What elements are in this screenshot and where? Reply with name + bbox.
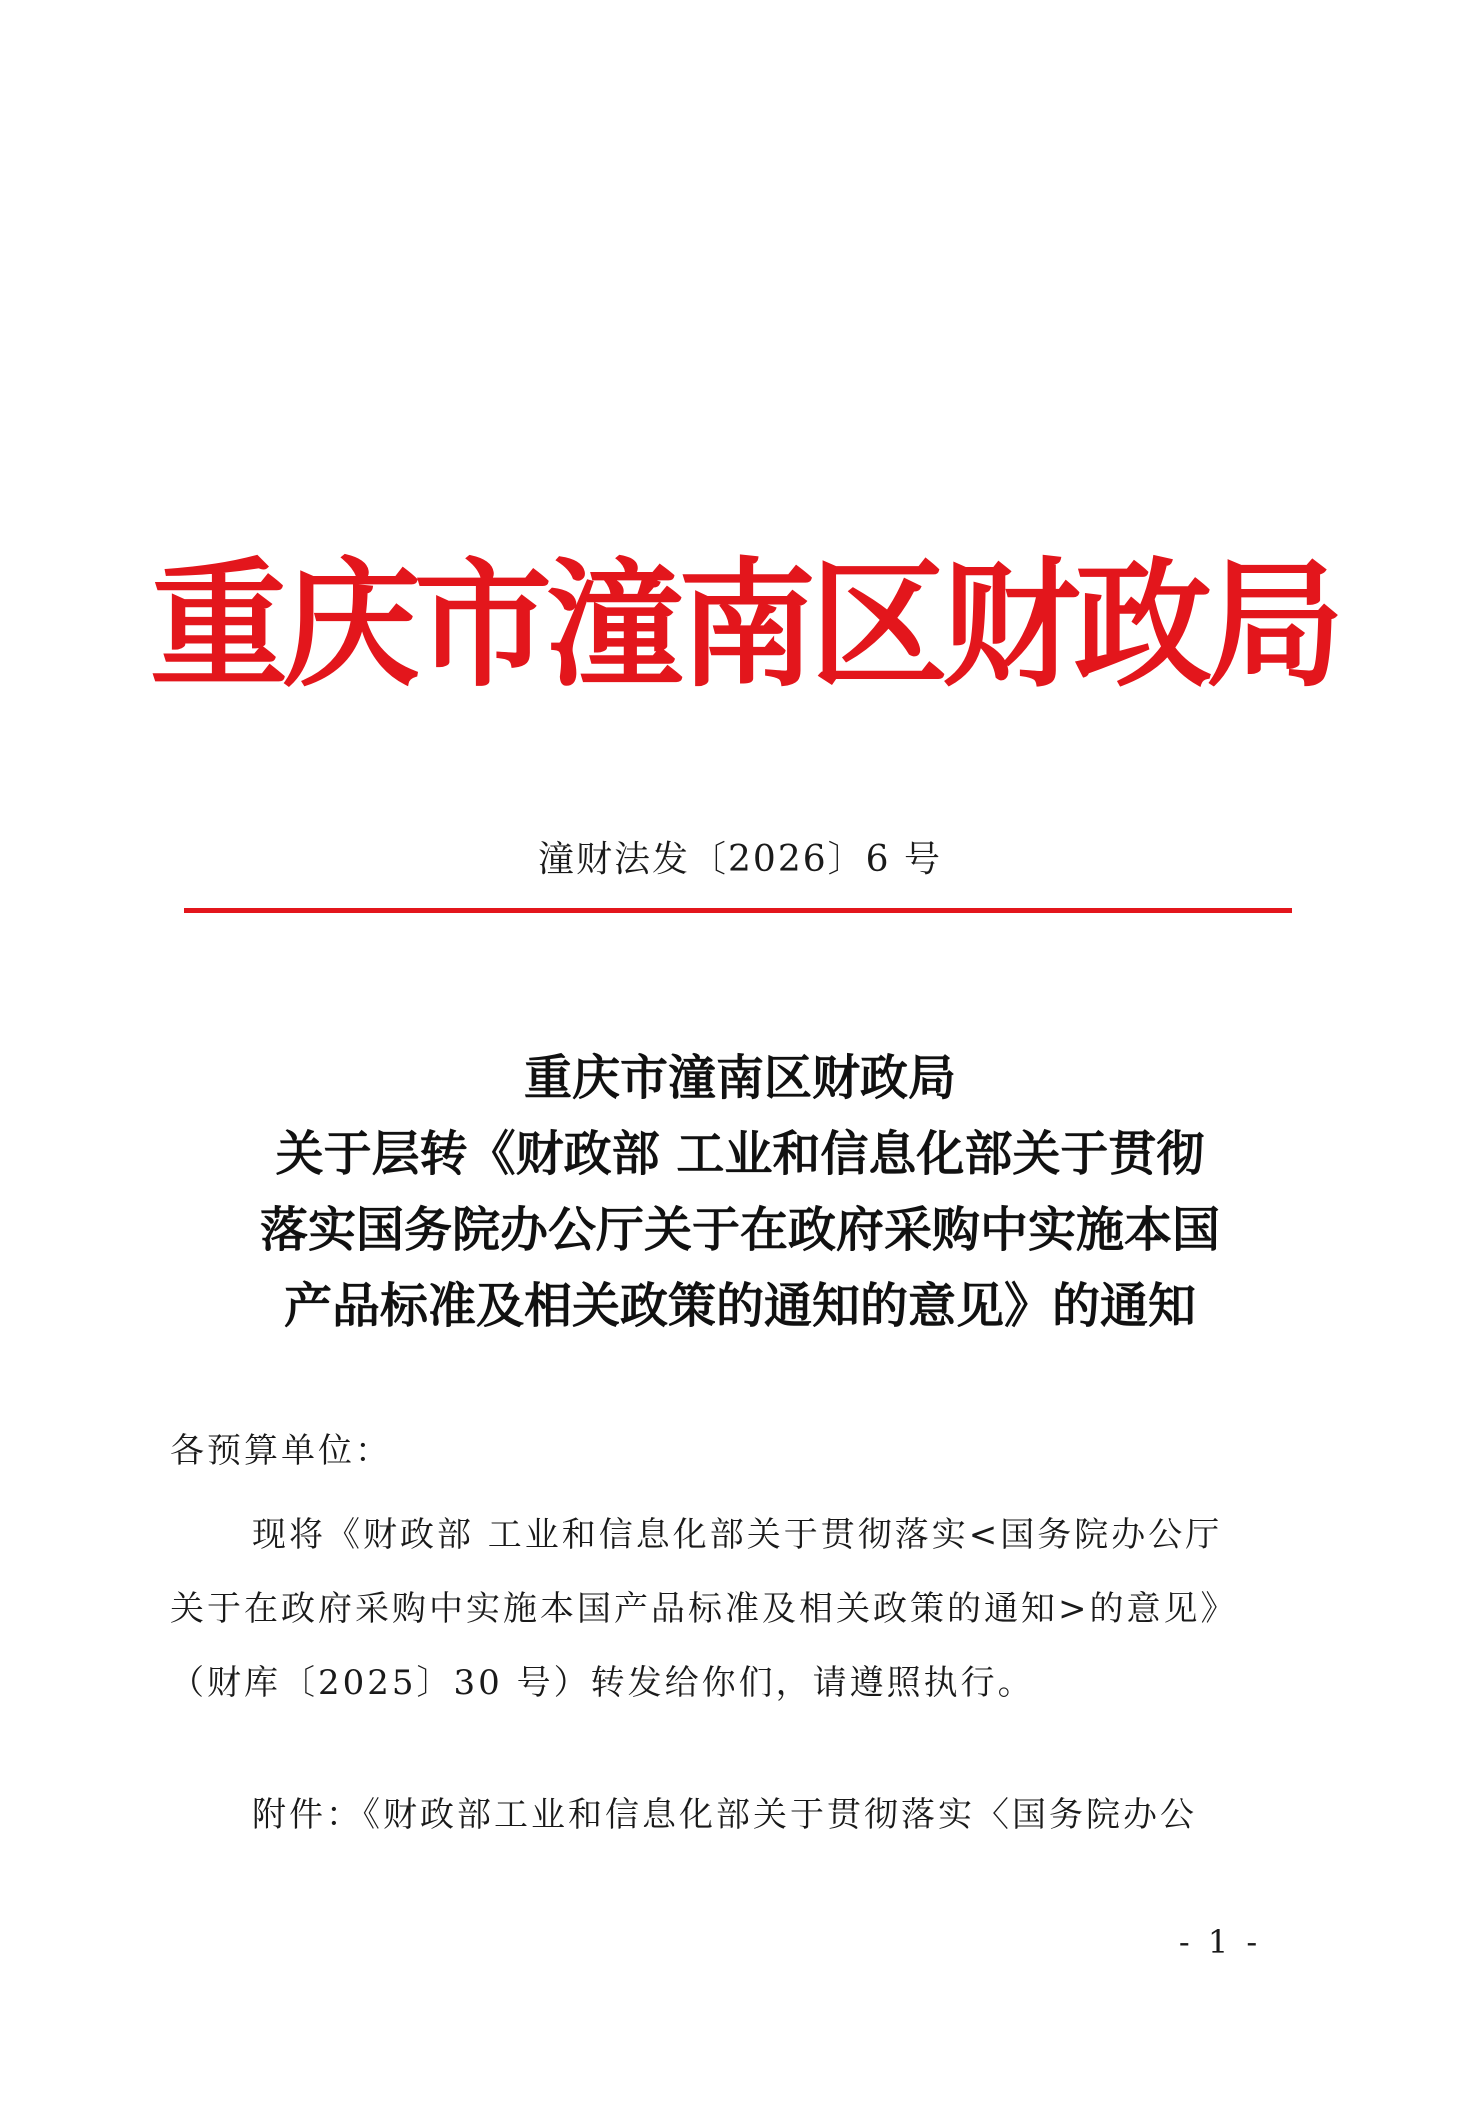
attachment-note: 附件：《财政部工业和信息化部关于贯彻落实〈国务院办公 — [252, 1795, 1197, 1835]
red-separator-line — [184, 908, 1292, 913]
document-title — [140, 1040, 1340, 1344]
paragraph-line: 关于在政府采购中实施本国产品标准及相关政策的通知>的意见》 — [170, 1589, 1238, 1629]
title-line: 关于层转《财政部 工业和信息化部关于贯彻 — [275, 1126, 1205, 1182]
title-line: 落实国务院办公厅关于在政府采购中实施本国 — [259, 1202, 1220, 1258]
document-number: 潼财法发〔2026〕6 号 — [538, 839, 942, 880]
page-number: - 1 - — [1178, 1923, 1262, 1961]
title-line: 产品标准及相关政策的通知的意见》的通知 — [283, 1278, 1196, 1334]
salutation: 各预算单位： — [170, 1431, 392, 1471]
body-paragraph — [170, 1498, 1310, 1720]
issuer-red-header: 重庆市潼南区财政局 — [150, 543, 1339, 706]
title-line: 重庆市潼南区财政局 — [523, 1050, 956, 1106]
paragraph-line: 现将《财政部 工业和信息化部关于贯彻落实<国务院办公厅 — [252, 1515, 1223, 1555]
paragraph-line: （财库〔2025〕30 号）转发给你们，请遵照执行。 — [170, 1663, 1035, 1703]
